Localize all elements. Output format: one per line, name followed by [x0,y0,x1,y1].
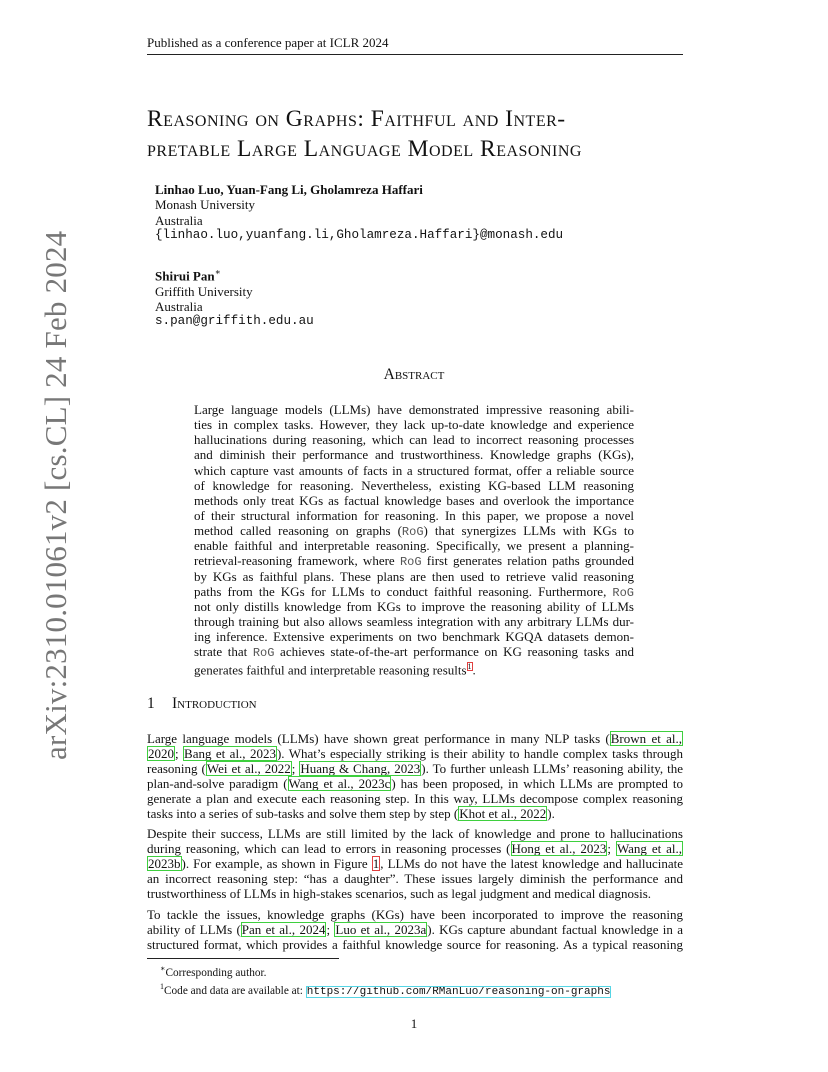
citation-link[interactable]: Wei et al., 2022 [206,761,291,777]
citation-link[interactable]: Pan et al., 2024 [241,922,326,938]
section-number: 1 [147,695,155,712]
abstract-line: enable faithful and interpretable reasoning. Specifically, we present a planning- [194,538,634,554]
paragraph-line: 2020; Bang et al., 2023). What’s especially striking is their ability to handle complex tasks through [148,746,683,762]
author-email[interactable]: s.pan@griffith.edu.au [155,314,314,329]
running-head: Published as a conference paper at ICLR 2024 [147,35,389,50]
footnote-link[interactable]: 1 [467,662,472,672]
abstract-line: paths from the KGs for LLMs to conduct faithful reasoning. Furthermore, RoG [194,583,634,600]
abstract-line: Large language models (LLMs) have demonstrated impressive reasoning abili- [194,402,634,417]
footnotes [160,962,611,1000]
abstract-line: generates faithful and interpretable reasoning results$^1$. [194,662,476,678]
paragraph-line: 2023b). For example, as shown in Figure 1, LLMs do not have the latest knowledge and hallucinate [148,856,683,872]
paragraph-line: trustworthiness of LLMs in high-stakes scenarios, such as legal judgment and medical diagnosis. [147,886,652,902]
figure-link[interactable]: 1 [372,856,380,872]
abstract-line: ties in complex tasks. However, they lack up-to-date knowledge and experience [194,417,634,433]
rog-name: RoG [399,555,422,570]
abstract-line: of knowledge for reasoning. Nevertheless, existing KG-based LLM reasoning [194,477,634,493]
citation-link[interactable]: 2023b [148,856,181,872]
citation-link[interactable]: Wang et al., 2023c [288,776,391,792]
abstract-line: through training but also allows seamless integration with any arbitrary LLMs dur- [194,613,634,629]
title-line-1: Reasoning on Graphs: Faithful and Inter- [147,106,566,132]
abstract-line: method called reasoning on graphs (RoG) that synergizes LLMs with KGs to [194,523,634,540]
paragraph-line: generate a plan and execute each reasoning step. In this way, LLMs decompose complex reasoning [147,791,683,807]
section-heading-introduction [147,695,257,713]
citation-link[interactable]: Bang et al., 2023 [184,746,276,762]
paragraph-line: reasoning (Wei et al., 2022; Huang & Chang, 2023). To further unleash LLMs’ reasoning ability, the [147,761,683,777]
citation-link[interactable]: Hong et al., 2023 [511,841,607,857]
paragraph-line: tasks into a series of sub-tasks and solve them step by step (Khot et al., 2022). [147,806,555,822]
paragraph-line: plan-and-solve paradigm (Wang et al., 2023c) has been proposed, in which LLMs are prompted to [147,776,683,792]
abstract-line: not only distills knowledge from KGs to improve the reasoning ability of LLMs [194,598,634,614]
abstract-heading: Abstract [383,366,445,383]
country: Australia [155,212,203,228]
paper-title [147,104,707,164]
arxiv-stamp: arXiv:2310.01061v2 [cs.CL] 24 Feb 2024 [38,230,73,760]
abstract-line: hallucinations during reasoning, which can lead to incorrect reasoning processes [194,432,634,448]
intro-paragraph-3 [147,907,683,952]
abstract-line: of their structural information for reasoning. In this paper, we propose a novel [194,507,634,523]
abstract-line: retrieval-reasoning framework, where RoG first generates relation paths grounded [194,553,635,570]
abstract-line: methods only treat KGs as factual knowledge bases and overlook the importance [194,492,634,508]
corresponding-mark: ∗ [214,267,221,277]
title-line-2: pretable Large Language Model Reasoning [147,136,582,162]
author-names: Linhao Luo, Yuan-Fang Li, Gholamreza Haffari [155,182,423,197]
country: Australia [155,298,203,314]
abstract-line: which capture vast amounts of facts in a structured format, offer a reliable source [194,462,634,478]
author-email[interactable]: {linhao.luo,yuanfang.li,Gholamreza.Haffari}@monash.edu [155,227,564,242]
header-rule [147,54,683,55]
paragraph-line: an incorrect reasoning step: “has a daughter”. These issues largely diminish the performance and [147,871,683,887]
author-names: Shirui Pan [155,268,215,284]
rog-name: RoG [401,525,424,540]
footnote-rule [147,958,339,959]
intro-paragraph-2 [147,826,683,901]
code-url-link[interactable]: https://github.com/RManLuo/reasoning-on-graphs [306,986,611,999]
footnote-1: ∗Corresponding author. [160,964,267,979]
abstract-line: by KGs as faithful plans. These plans are then used to retrieve valid reasoning [194,568,634,584]
citation-link[interactable]: Khot et al., 2022 [459,806,547,822]
abstract-line: strate that RoG achieves state-of-the-art performance on KG reasoning tasks and [194,644,634,661]
intro-paragraph-1 [147,731,683,822]
rog-name: RoG [612,585,634,600]
citation-link[interactable]: Wang et al., [616,841,683,857]
paragraph-line: Despite their success, LLMs are still limited by the lack of knowledge and prone to hallucinations [147,826,683,841]
abstract-line: and diminish their performance and trustworthiness. Knowledge graphs (KGs), [194,447,634,463]
page-number: 1 [410,1016,418,1031]
paragraph-line: during reasoning, which can lead to errors in reasoning processes (Hong et al., 2023; Wang et al., [147,841,683,857]
paragraph-line: ability of LLMs (Pan et al., 2024; Luo et al., 2023a). KGs capture abundant factual knowledge in a [147,922,683,938]
paragraph-line: To tackle the issues, knowledge graphs (KGs) have been incorporated to improve the reasoning [147,907,683,922]
rog-name: RoG [252,646,275,661]
abstract-text [194,402,635,678]
citation-link[interactable]: Luo et al., 2023a [335,922,427,938]
citation-link[interactable]: 2020 [148,746,174,762]
affiliation: Griffith University [155,283,253,299]
paragraph-line: Large language models (LLMs) have shown great performance in many NLP tasks (Brown et al., [147,731,683,746]
abstract-line: ing inference. Extensive experiments on two benchmark KGQA datasets demon- [194,629,634,645]
citation-link[interactable]: Huang & Chang, 2023 [300,761,421,777]
author-block-2 [155,265,314,330]
footnote-2: $^1$Code and data are available at: https://github.com/RManLuo/reasoning-on-graphs [160,982,611,999]
author-block-1 [155,182,563,243]
affiliation: Monash University [155,197,256,213]
citation-link[interactable]: Brown et al., [610,731,683,746]
section-title: Introduction [172,695,257,712]
paragraph-line: structured format, which provides a faithful knowledge source for reasoning. As a typical reasoning [147,937,683,953]
